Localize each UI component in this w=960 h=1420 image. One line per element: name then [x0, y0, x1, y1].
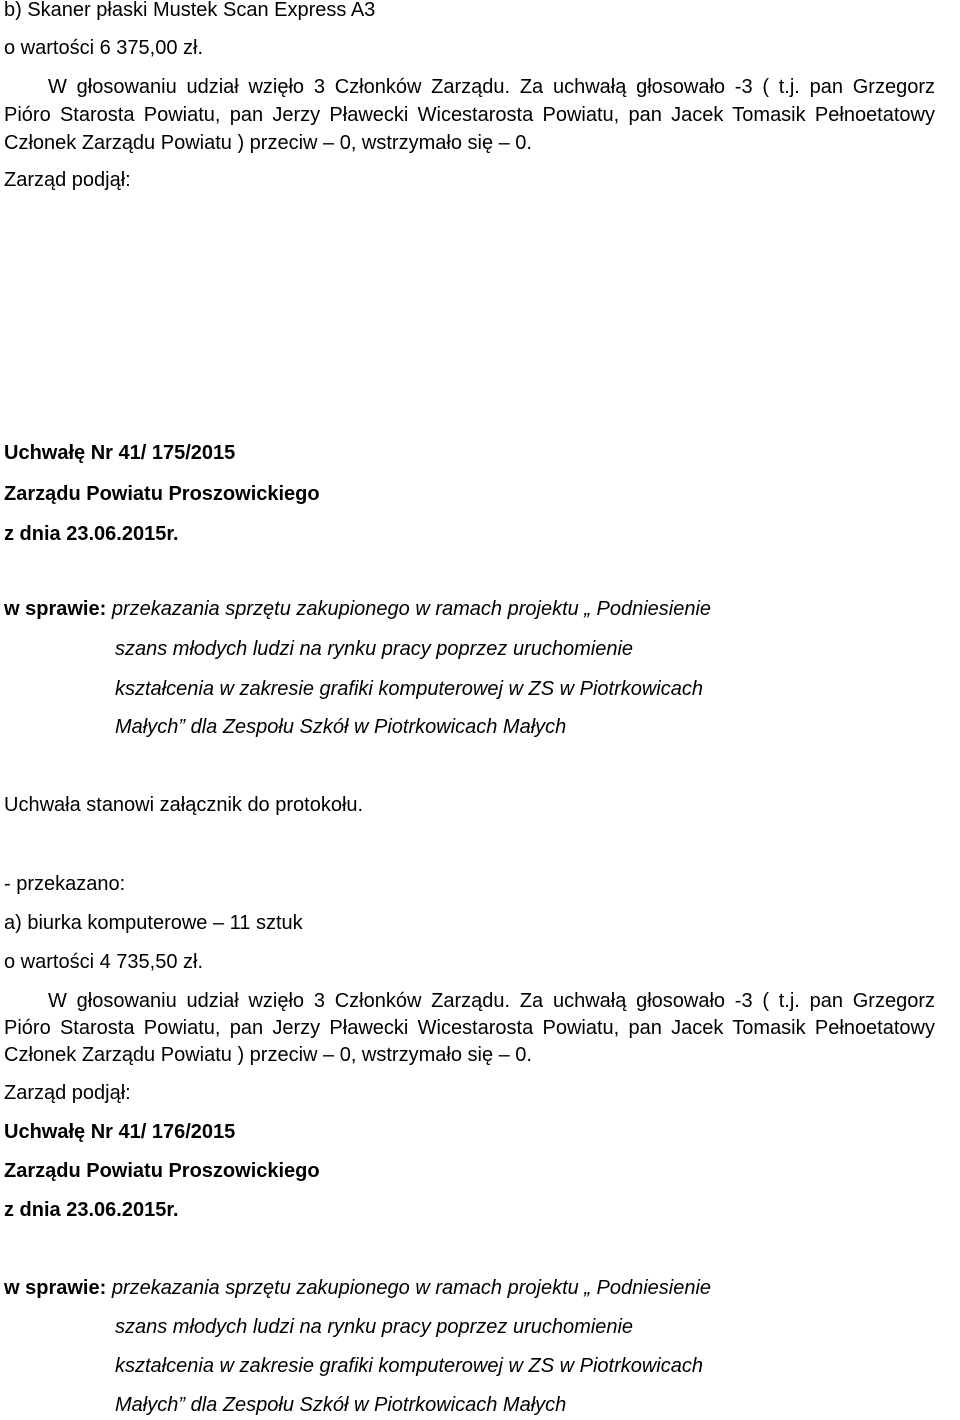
resolution2-subject-label: w sprawie:: [4, 1277, 107, 1299]
vote1-decided: Zarząd podjął:: [4, 169, 131, 191]
vote2-line1: W głosowaniu udział wzięło 3 Członków Zarządu. Za uchwałą głosowało -3 ( t.j. pan Grzegorz: [48, 990, 935, 1012]
resolution2-subject-line3: kształcenia w zakresie grafiki komputerowej w ZS w Piotrkowicach: [115, 1355, 703, 1377]
resolution1-subject-line3: kształcenia w zakresie grafiki komputerowej w ZS w Piotrkowicach: [115, 678, 703, 700]
resolution2-subject-line2: szans młodych ludzi na rynku pracy poprzez uruchomienie: [115, 1316, 634, 1338]
resolution1-subject-label: w sprawie:: [4, 598, 107, 620]
vote2-line3: Członek Zarządu Powiatu ) przeciw – 0, wstrzymało się – 0.: [4, 1044, 532, 1066]
vote2-line2: Pióro Starosta Powiatu, pan Jerzy Pławecki Wicestarosta Powiatu, pan Jacek Tomasik Pełnoetatowy: [4, 1017, 935, 1039]
attachment-note: Uchwała stanowi załącznik do protokołu.: [4, 794, 364, 816]
resolution2-subject-line1: przekazania sprzętu zakupionego w ramach projektu „ Podniesienie: [111, 1277, 712, 1299]
resolution1-subject-line1: przekazania sprzętu zakupionego w ramach projektu „ Podniesienie: [111, 598, 712, 620]
resolution2-date: z dnia 23.06.2015r.: [4, 1199, 179, 1221]
item-b-value: o wartości 6 375,00 zł.: [4, 37, 203, 59]
resolution1-number: Uchwałę Nr 41/ 175/2015: [4, 442, 236, 464]
vote1-line3: Członek Zarządu Powiatu ) przeciw – 0, wstrzymało się – 0.: [4, 132, 532, 154]
resolution1-date: z dnia 23.06.2015r.: [4, 523, 179, 545]
item-b-title: b) Skaner płaski Mustek Scan Express A3: [4, 0, 376, 21]
resolution1-subject-line4: Małych” dla Zespołu Szkół w Piotrkowicach Małych: [115, 716, 567, 738]
resolution1-subject-line2: szans młodych ludzi na rynku pracy poprzez uruchomienie: [115, 638, 634, 660]
vote2-decided: Zarząd podjął:: [4, 1082, 131, 1104]
item-a-title: a) biurka komputerowe – 11 sztuk: [4, 912, 303, 934]
resolution2-subject-line4: Małych” dla Zespołu Szkół w Piotrkowicach Małych: [115, 1394, 567, 1416]
transferred-label: - przekazano:: [4, 873, 126, 895]
resolution2-board: Zarządu Powiatu Proszowickiego: [4, 1160, 320, 1182]
vote1-line1: W głosowaniu udział wzięło 3 Członków Zarządu. Za uchwałą głosowało -3 ( t.j. pan Grzegorz: [48, 76, 935, 98]
item-a-value: o wartości 4 735,50 zł.: [4, 951, 203, 973]
resolution1-subject: [4, 597, 711, 621]
resolution1-board: Zarządu Powiatu Proszowickiego: [4, 483, 320, 505]
resolution2-subject: [4, 1276, 711, 1300]
vote1-line2: Pióro Starosta Powiatu, pan Jerzy Pławecki Wicestarosta Powiatu, pan Jacek Tomasik Pełnoetatowy: [4, 104, 935, 126]
resolution2-number: Uchwałę Nr 41/ 176/2015: [4, 1121, 236, 1143]
